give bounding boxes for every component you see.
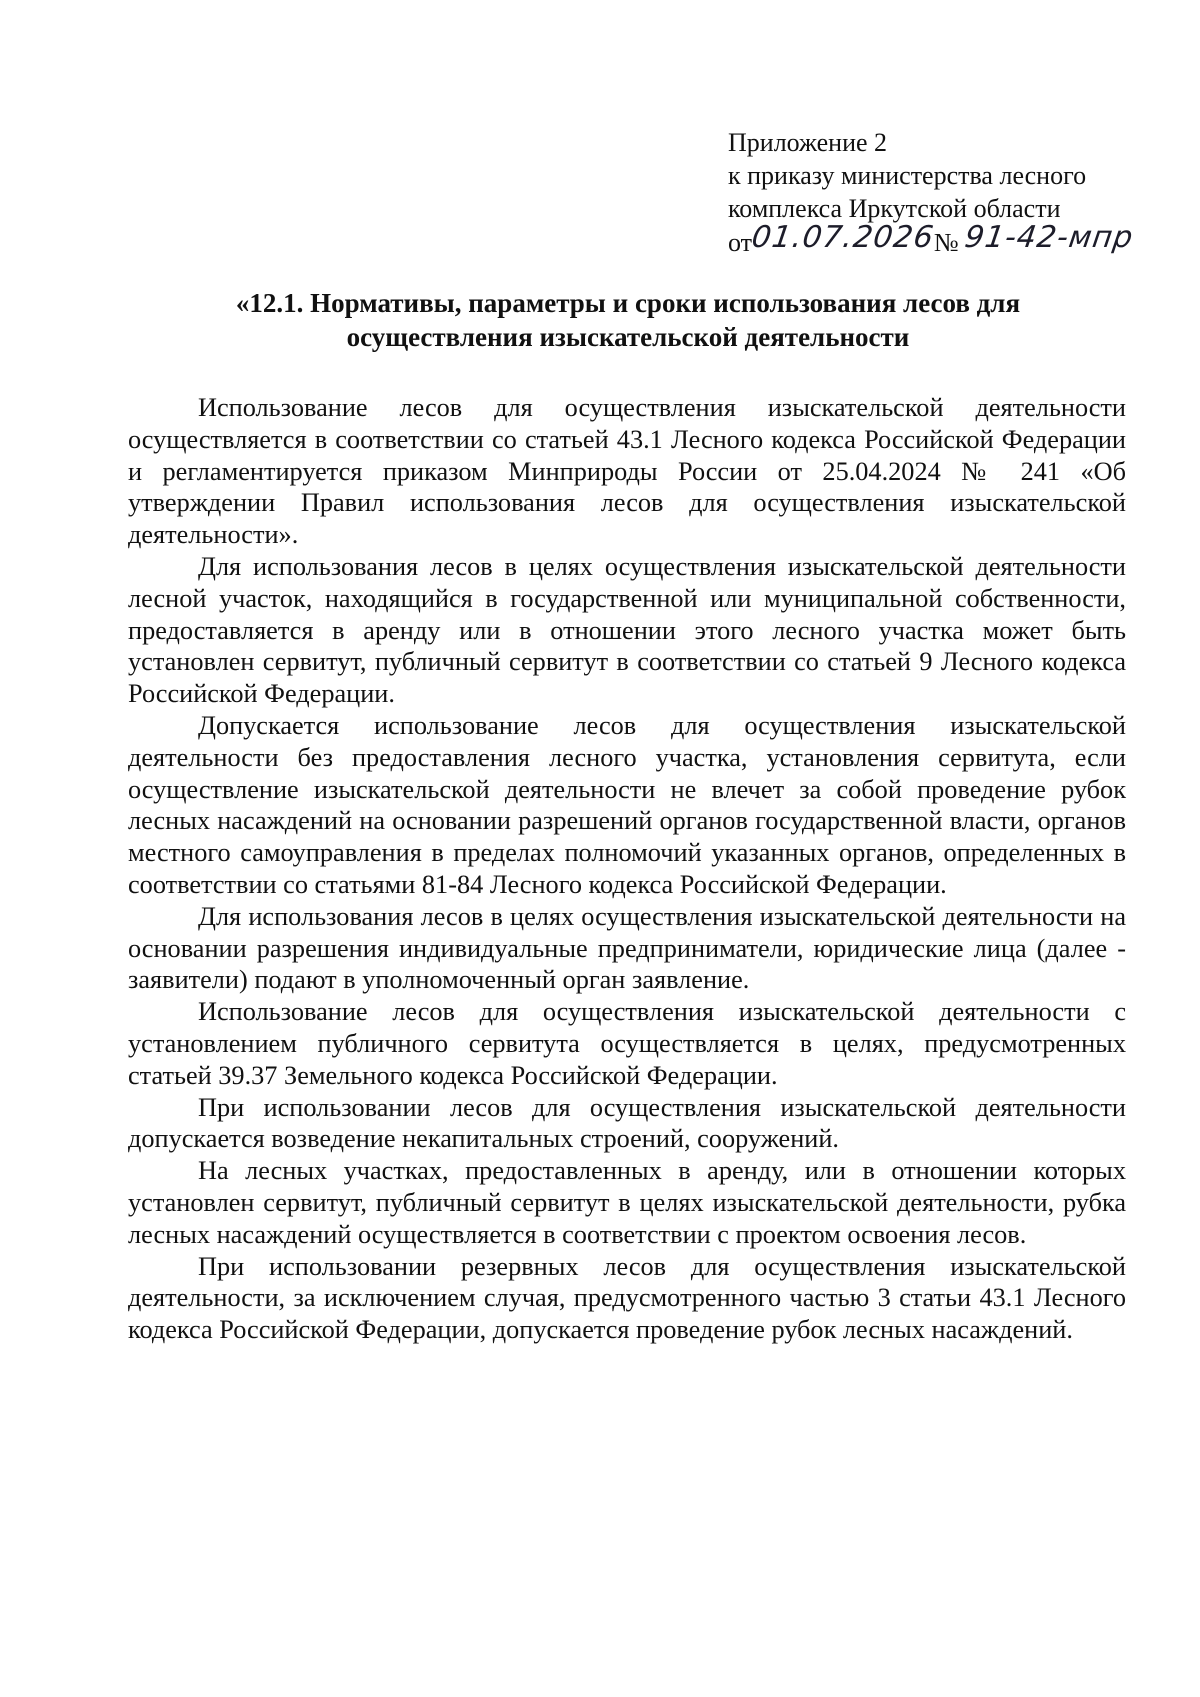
appendix-order-ref: к приказу министерства лесного bbox=[728, 161, 1087, 190]
section-title bbox=[128, 286, 1128, 354]
paragraph: На лесных участках, предоставленных в аренду, или в отношении которых установлен сервитут, публичный сервитут в целях изыскательской деятельности, рубка лесных насаждений осуществляется в соответствии с проектом освоения лесов. bbox=[128, 1156, 1126, 1249]
paragraph: Для использования лесов в целях осуществления изыскательской деятельности на основании разрешения индивидуальные предприниматели, юридические лица (далее - заявители) подают в уполномоченный орган заявление. bbox=[128, 901, 1126, 995]
paragraph: При использовании резервных лесов для осуществления изыскательской деятельности, за исключением случая, предусмотренного частью 3 статьи 43.1 Лесного кодекса Российской Федерации, допускается проведение рубок лесных насаждений. bbox=[128, 1251, 1126, 1345]
appendix-title: Приложение 2 bbox=[728, 128, 888, 157]
date-prefix: от bbox=[728, 228, 753, 257]
number-prefix: № bbox=[933, 228, 959, 257]
appendix-header bbox=[728, 126, 1148, 259]
handwritten-number: 91-42-мпр bbox=[962, 220, 1136, 255]
section-title-line-2: осуществления изыскательской деятельности bbox=[346, 322, 910, 352]
appendix-ministry: комплекса Иркутской области bbox=[728, 194, 1061, 223]
paragraph: Допускается использование лесов для осуществления изыскательской деятельности без предоставления лесного участка, установления сервитута, если осуществление изыскательской деятельности не влечет за собой проведение рубок лесных насаждений на основании разрешений органов государственной власти, органов местного самоуправления в пределах полномочий указанных органов, определенных в соответствии со статьями 81-84 Лесного кодекса Российской Федерации. bbox=[128, 710, 1126, 899]
section-title-line-1: «12.1. Нормативы, параметры и сроки использования лесов для bbox=[235, 288, 1021, 318]
handwritten-date: 01.07.2026 bbox=[749, 220, 937, 255]
document-body bbox=[128, 392, 1126, 1346]
appendix-date-number bbox=[728, 220, 1148, 259]
paragraph: При использовании лесов для осуществления изыскательской деятельности допускается возведение некапитальных строений, сооружений. bbox=[128, 1092, 1126, 1154]
paragraph: Для использования лесов в целях осуществления изыскательской деятельности лесной участок, находящийся в государственной или муниципальной собственности, предоставляется в аренду или в отношении этого лесного участка может быть установлен сервитут, публичный сервитут в соответствии со статьей 9 Лесного кодекса Российской Федерации. bbox=[128, 551, 1126, 709]
paragraph: Использование лесов для осуществления изыскательской деятельности с установлением публичного сервитута осуществляется в целях, предусмотренных статьей 39.37 Земельного кодекса Российской Федерации. bbox=[128, 997, 1126, 1090]
paragraph: Использование лесов для осуществления изыскательской деятельности осуществляется в соответствии со статьей 43.1 Лесного кодекса Российской Федерации и регламентируется приказом Минприроды России от 25.04.2024 № 241 «Об утверждении Правил использования лесов для осуществления изыскательской деятельности». bbox=[128, 393, 1126, 550]
